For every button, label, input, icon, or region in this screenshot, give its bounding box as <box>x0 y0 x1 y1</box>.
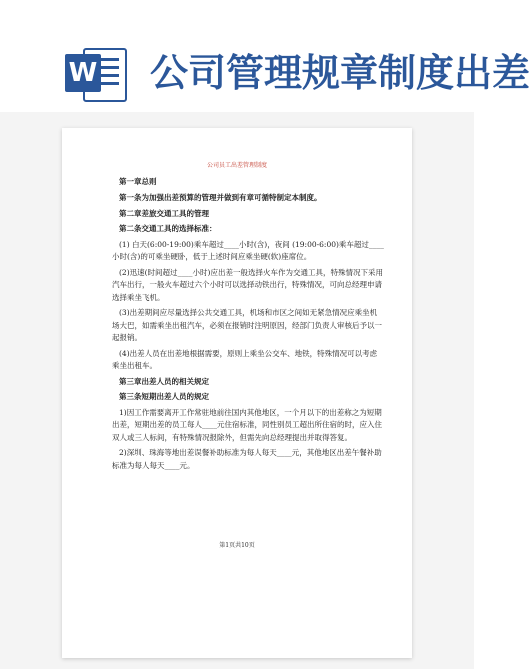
document-body <box>112 176 384 475</box>
paragraph: (1) 白天(6:00-19:00)乘车超过____小时(含)，夜间 (19:00-6:00)乘车超过____小时(含)的可乘坐硬卧，低于上述时间应乘坐硬(软)座席位。 <box>112 240 384 262</box>
chapter-heading: 第一章总则 <box>119 177 157 186</box>
article-text: 第三条短期出差人员的规定 <box>119 392 209 402</box>
chapter-heading: 第三章出差人员的相关规定 <box>119 376 209 386</box>
paragraph: (4)出差人员在出差地根据需要，原则上乘坐公交车、地铁，特殊情况可以考虑乘坐出租车。 <box>112 348 378 370</box>
banner-title: 公司管理规章制度出差 <box>150 51 530 95</box>
document-page <box>62 128 412 658</box>
paragraph: 1)因工作需要离开工作常驻地前往国内其他地区，一个月以下的出差称之为短期出差，短期出差的员工每人____元住宿标准，同性别员工超出所住宿的时，应入住双人或三人标间，有特殊情况报除外，但需先向总经理提出并取得答复。 <box>112 408 382 442</box>
paragraph: (2)迅速(时间超过____小时)应出差一般选择火车作为交通工具，特殊情况下采用汽车出行，一般火车超过六个小时可以选择动铁出行，特殊情况，可向总经理申请选择乘坐飞机。 <box>112 268 383 302</box>
document-title: 公司员工出差管理制度 <box>206 162 267 169</box>
paragraph: (3)出差期间应尽量选择公共交通工具，机场和市区之间如无紧急情况应乘坐机场大巴，如需乘坐出租汽车，必须在报销时注明原因，经部门负责人审核后予以一起报销。 <box>112 308 382 342</box>
word-letter: W <box>65 54 101 92</box>
article-text: 第一条为加强出差预算的管理并做到有章可循特制定本制度。 <box>119 192 322 202</box>
paragraph: 2)深圳、珠海等地出差误餐补助标准为每人每天____元，其他地区出差午餐补助标准为每人每天____元。 <box>112 448 382 470</box>
chapter-heading: 第二章差旅交通工具的管理 <box>119 208 209 218</box>
article-text: 第二条交通工具的选择标准： <box>119 224 217 234</box>
word-icon <box>65 44 127 102</box>
banner <box>0 0 530 112</box>
page-number: 第1页共10页 <box>219 542 255 549</box>
